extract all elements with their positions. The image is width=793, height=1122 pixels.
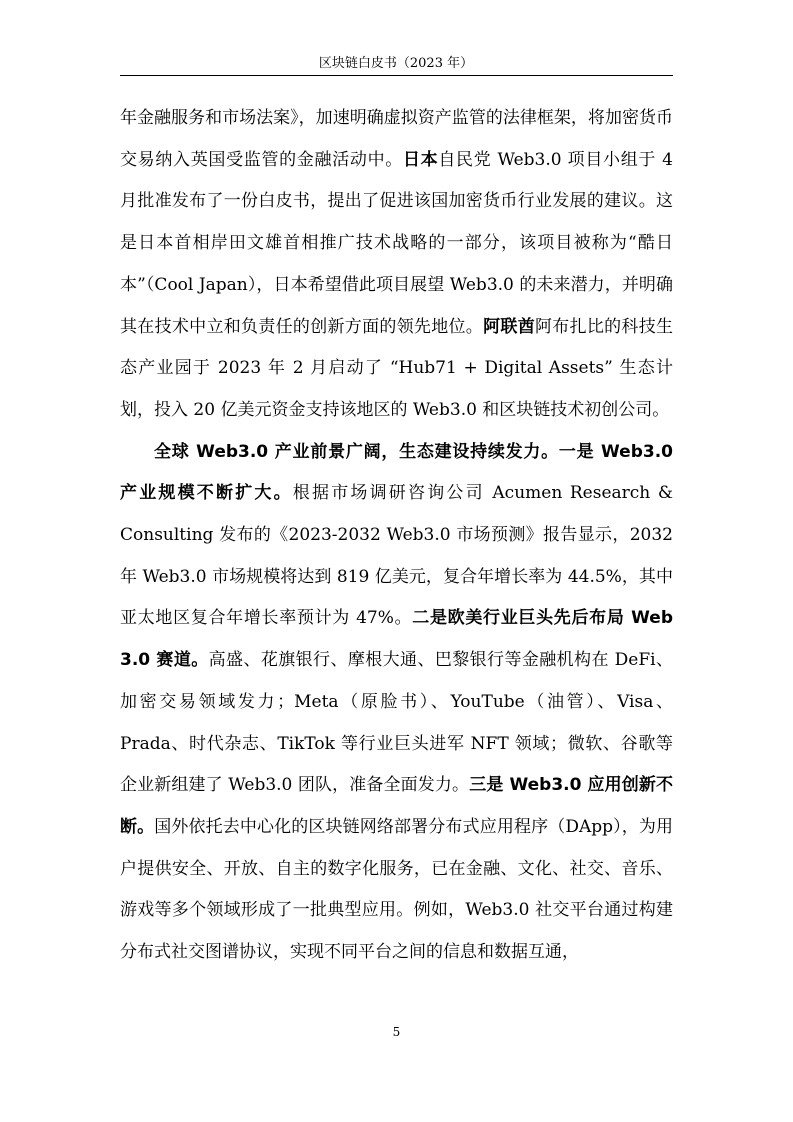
running-header: 区块链白皮书（2023 年） [318,56,474,71]
bold-span: 全球 Web3.0 产业前景广阔，生态建设持续发力。一是 Web3.0 产业规模不断扩大。 [120,441,673,504]
bold-span: 日本 [402,149,439,170]
bold-span: 阿联酋 [483,316,535,337]
text-span: 国外依托去中心化的区块链网络部署分布式应用程序（DApp），为用户提供安全、开放、自主的数字化服务，已在金融、文化、社交、音乐、游戏等多个领域形成了一批典型应用。例如，Web3.0 社交平台通过构建分布式社交图谱协议，实现不同平台之间的信息和数据互通， [120,816,674,963]
paragraph [120,432,673,974]
text-span: 年金融服务和市场法案》，加速明确虚拟资产监管的法律框架，将加密货币交易纳入英国受监管的金融活动中。 [120,108,673,170]
text-span: 阿布扎比的科技生态产业园于 2023 年 2 月启动了 “Hub71 + Digital Assets” 生态计划，投入 20 亿美元资金支持该地区的 Web3.0 和区块链技术初创公司。 [120,316,674,420]
text-span: 高盛、花旗银行、摩根大通、巴黎银行等金融机构在 DeFi、加密交易领域发力；Meta（原脸书）、YouTube（油管）、Visa、Prada、时代杂志、TikTok 等行业巨头进军 NFT 领域；微软、谷歌等企业新组建了 Web3.0 团队，准备全面发力。 [120,650,673,796]
text-span: 自民党 Web3.0 项目小组于 4 月批准发布了一份白皮书，提出了促进该国加密货币行业发展的建议。这是日本首相岸田文雄首相推广技术战略的一部分，该项目被称为“酷日本”（Cool Japan），日本希望借此项目展望 Web3.0 的未来潜力，并明确其在技术中立和负责任的创新方面的领先地位。 [120,149,674,337]
bold-span: 二是欧美行业巨头先后布局 Web 3.0 赛道。 [120,608,673,671]
header-rule [120,75,673,76]
text-span: 根据市场调研咨询公司 Acumen Research & Consulting 发布的《2023-2032 Web3.0 市场预测》报告显示，2032 年 Web3.0 市场规模将达到 819 亿美元，复合年增长率为 44.5%，其中亚太地区复合年增长率预计为 47%。 [120,483,673,629]
body-text [120,98,673,974]
page-number: 5 [392,1025,401,1039]
bold-span: 三是 Web3.0 应用创新不断。 [120,775,674,837]
paragraph [120,98,673,432]
